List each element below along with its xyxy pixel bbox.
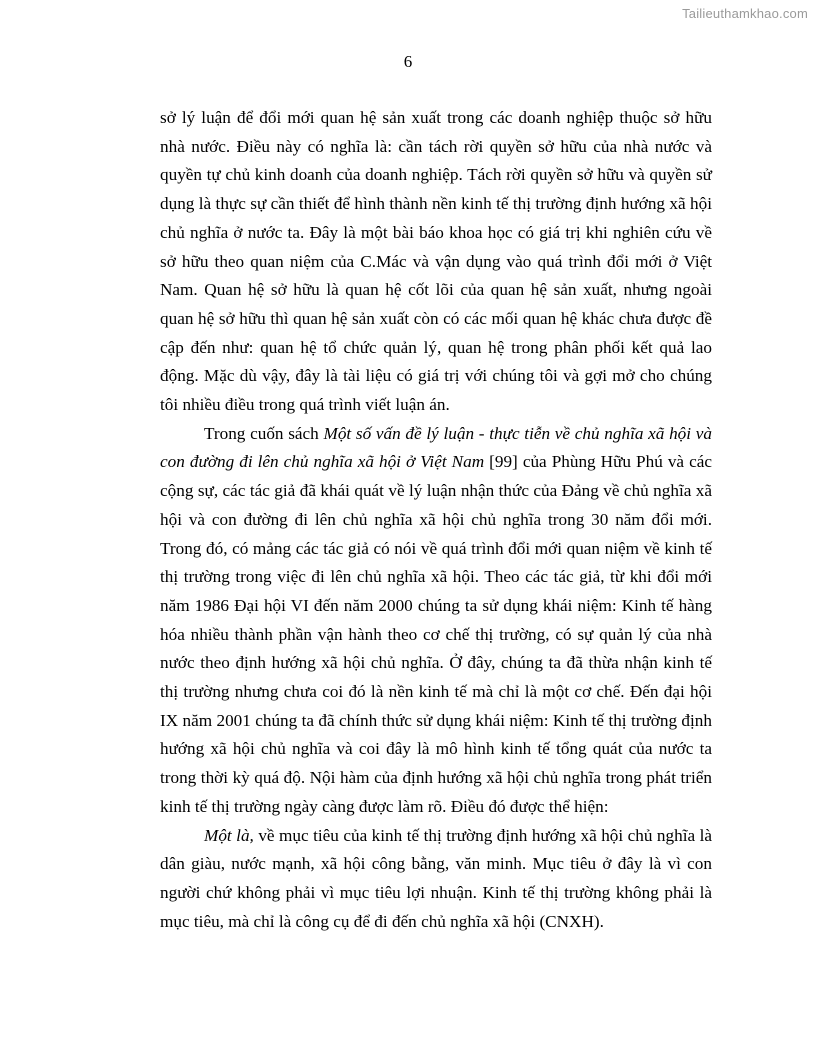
- paragraph-2-body: [99] của Phùng Hữu Phú và các cộng sự, các tác giả đã khái quát về lý luận nhận thức của Đảng về chủ nghĩa xã hội và con đường đi lên chủ nghĩa xã hội chủ nghĩa trong 30 năm đổi mới. Trong đó, có mảng các tác giả có nói về quá trình đổi mới quan niệm về kinh tế thị trường trong việc đi lên chủ nghĩa xã hội. Theo các tác giả, từ khi đổi mới năm 1986 Đại hội VI đến năm 2000 chúng ta sử dụng khái niệm: Kinh tế hàng hóa nhiều thành phần vận hành theo cơ chế thị trường, có sự quản lý của nhà nước theo định hướng xã hội chủ nghĩa. Ở đây, chúng ta đã thừa nhận kinh tế thị trường nhưng chưa coi đó là nền kinh tế mà chỉ là một cơ chế. Đến đại hội IX năm 2001 chúng ta đã chính thức sử dụng khái niệm: Kinh tế thị trường định hướng xã hội chủ nghĩa và coi đây là mô hình kinh tế tổng quát của nước ta trong thời kỳ quá độ. Nội hàm của định hướng xã hội chủ nghĩa trong phát triển kinh tế thị trường ngày càng được làm rõ. Điều đó được thể hiện:: [160, 452, 712, 816]
- paragraph-2-lead: Trong cuốn sách: [204, 423, 324, 443]
- paragraph-1: sở lý luận để đổi mới quan hệ sản xuất trong các doanh nghiệp thuộc sở hữu nhà nước. Điều này có nghĩa là: cần tách rời quyền sở hữu của nhà nước và quyền tự chủ kinh doanh của doanh nghiệp. Tách rời quyền sở hữu và quyền sử dụng là thực sự cần thiết để hình thành nền kinh tế thị trường định hướng xã hội chủ nghĩa ở nước ta. Đây là một bài báo khoa học có giá trị khi nghiên cứu về sở hữu theo quan niệm của C.Mác và vận dụng vào quá trình đổi mới ở Việt Nam. Quan hệ sở hữu là quan hệ cốt lõi của quan hệ sản xuất, nhưng ngoài quan hệ sở hữu thì quan hệ sản xuất còn có các mối quan hệ khác chưa được đề cập đến như: quan hệ tổ chức quản lý, quan hệ trong phân phối kết quả lao động. Mặc dù vậy, đây là tài liệu có giá trị với chúng tôi và gợi mở cho chúng tôi nhiều điều trong quá trình viết luận án.: [160, 108, 712, 415]
- document-body: [160, 104, 712, 936]
- paragraph-3-body: về mục tiêu của kinh tế thị trường định hướng xã hội chủ nghĩa là dân giàu, nước mạnh, xã hội công bằng, văn minh. Mục tiêu ở đây là vì con người chứ không phải vì mục tiêu lợi nhuận. Kinh tế thị trường không phải là mục tiêu, mà chỉ là công cụ để đi đến chủ nghĩa xã hội (CNXH).: [160, 825, 713, 931]
- paragraph-3: [160, 822, 712, 937]
- watermark: Tailieuthamkhao.com: [682, 6, 808, 21]
- paragraph-2: [160, 420, 712, 822]
- book-title: Một số vấn đề lý luận - thực tiễn về chủ nghĩa xã hội và con đường đi lên chủ nghĩa xã hội ở Việt Nam: [160, 423, 712, 472]
- page-number: 6: [403, 52, 413, 71]
- paragraph-3-lead: Một là,: [204, 825, 254, 845]
